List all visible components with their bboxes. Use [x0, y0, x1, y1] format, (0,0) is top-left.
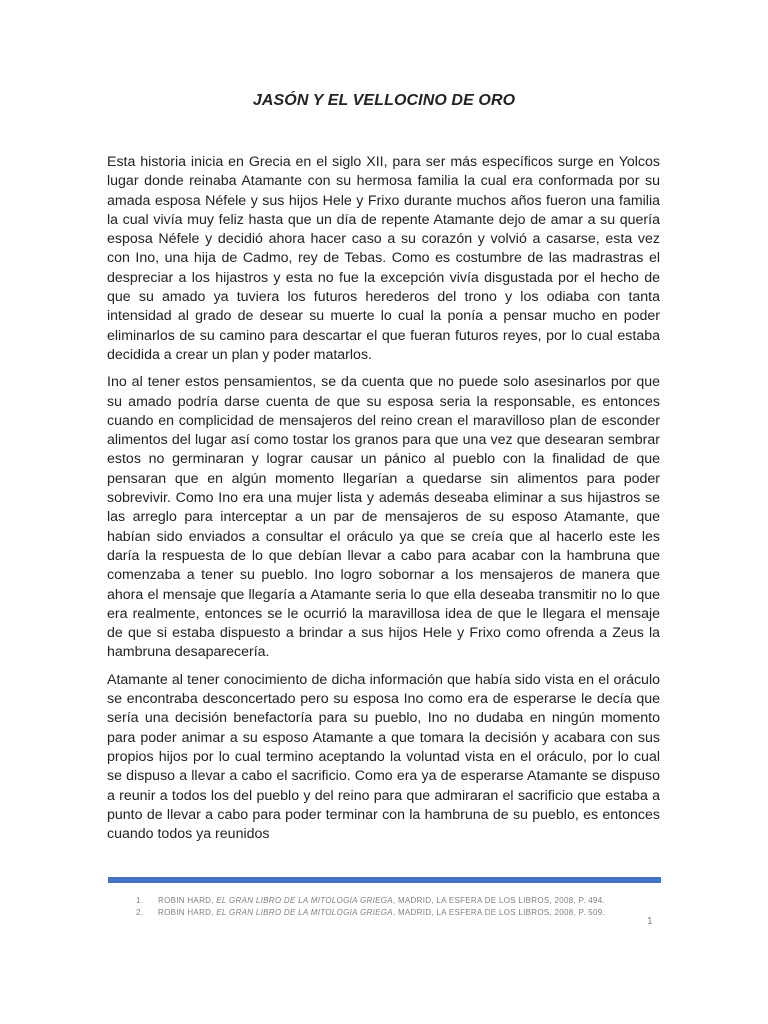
footnote-author: ROBIN HARD, — [158, 896, 217, 905]
footnote-details: , MADRID, LA ESFERA DE LOS LIBROS, 2008, P. 494. — [392, 896, 606, 905]
paragraph: Esta historia inicia en Grecia en el siglo XII, para ser más específicos surge en Yolcos lugar donde reinaba Atamante con su hermosa familia la cual era conformada por su amada esposa Néfele y sus hijos Hele y Frixo durante muchos años fueron una familia la cual vivía muy feliz hasta que un día de repente Atamante dejo de amar a su quería esposa Néfele y decidió ahora hacer caso a su corazón y volvió a casarse, esta vez con Ino, una hija de Cadmo, rey de Tebas. Como es costumbre de las madrastras el despreciar a los hijastros y esta no fue la excepción vivía disgustada por el hecho de que su amado ya tuviera los futuros herederos del trono y los odiaba con tanta intensidad al grado de desear su muerte lo cual la ponía a pensar mucho en poder eliminarlos de su camino para descartar el que fueran futuros reyes, por lo cual estaba decidida a crear un plan y poder matarlos. — [107, 154, 660, 363]
footnotes-list — [136, 895, 626, 920]
page-number: 1 — [647, 916, 653, 927]
document-title: JASÓN Y EL VELLOCINO DE ORO — [252, 92, 516, 109]
document-body — [107, 153, 660, 852]
footnote — [136, 907, 626, 919]
footnote-details: , MADRID, LA ESFERA DE LOS LIBROS, 2008, P. 509. — [392, 908, 606, 918]
paragraph: Atamante al tener conocimiento de dicha información que había sido vista en el oráculo se encontraba desconcertado pero su esposa Ino como era de esperarse le decía que sería una decisión benefactoría para su pueblo, Ino no dudaba en ningún momento para poder animar a su esposo Atamante a que tomara la decisión y acabara con sus propios hijos por lo cual termino aceptando la voluntad vista en el oráculo, por lo cual se dispuso a llevar a cabo el sacrificio. Como era ya de esperarse Atamante se dispuso a reunir a todos los del pueblo y del reino para que admiraran el sacrificio que estaba a punto de llevar a cabo para poder terminar con la hambruna de su pueblo, es entonces cuando todos ya reunidos — [107, 671, 660, 843]
footnote-number: 1. — [136, 896, 144, 905]
footer-separator-rule — [108, 877, 661, 883]
footnote-book-title: EL GRAN LIBRO DE LA MITOLOGIA GRIEGA — [216, 908, 393, 918]
footnote-number: 2. — [136, 908, 144, 918]
paragraph: Ino al tener estos pensamientos, se da cuenta que no puede solo asesinarlos por que su amado podría darse cuenta de que su esposa seria la responsable, es entonces cuando en complicidad de mensajeros del reino crean el maravilloso plan de esconder alimentos del lugar así como tostar los granos para que una vez que desearan sembrar estos no germinaran y lograr causar un pánico al pueblo con la finalidad de que pensaran que en algún momento llegarían a quedarse sin alimentos para poder sobrevivir. Como Ino era una mujer lista y además deseaba eliminar a sus hijastros se las arreglo para interceptar a un par de mensajeros de su esposo Atamante, que habían sido enviados a consultar el oráculo ya que se creía que al hacerlo este les daría la respuesta de lo que debían llevar a cabo para acabar con la hambruna que comenzaba a tener su pueblo. Ino logro sobornar a los mensajeros de manera que ahora el mensaje que llegaría a Atamante seria lo que ella deseaba transmitir no lo que era realmente, entonces se le ocurrió la maravillosa idea de que le llegara el mensaje de que si estaba dispuesto a brindar a sus hijos Hele y Frixo como ofrenda a Zeus la hambruna desaparecería. — [107, 374, 660, 661]
footnote — [136, 895, 626, 907]
footnote-author: ROBIN HARD, — [158, 908, 217, 918]
footnote-book-title: EL GRAN LIBRO DE LA MITOLOGIA GRIEGA — [216, 896, 393, 905]
